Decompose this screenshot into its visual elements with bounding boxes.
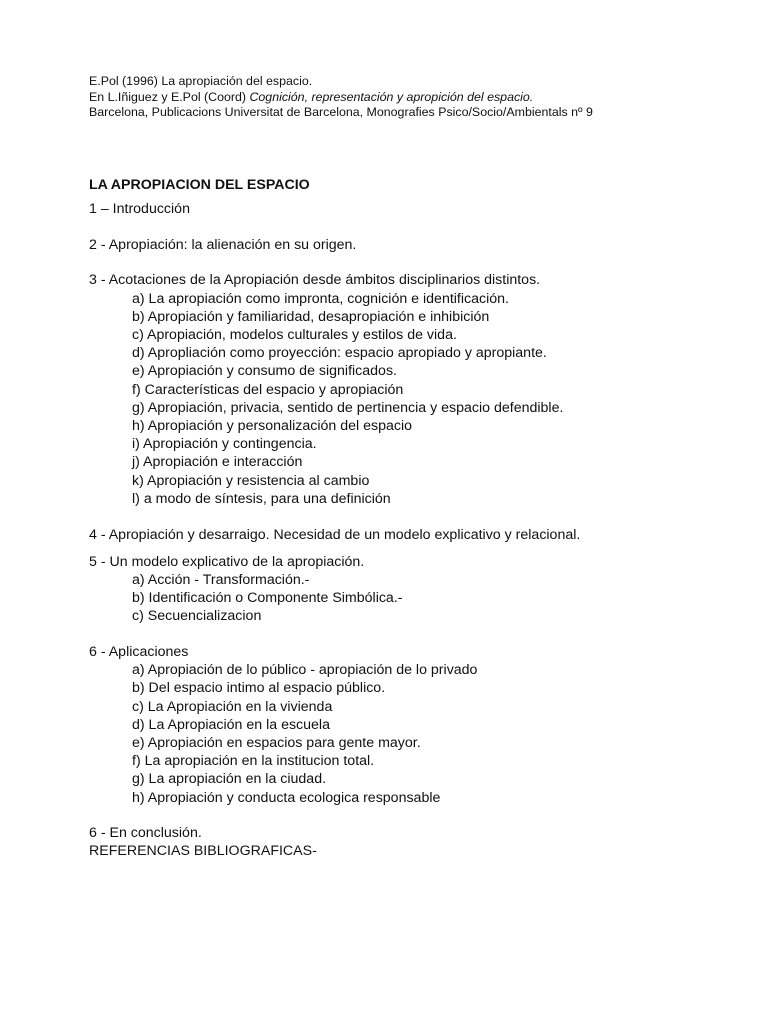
citation-book-title: Cognición, representación y apropición del espacio. — [249, 89, 534, 104]
toc-item: e) Apropiación en espacios para gente mayor. — [132, 734, 421, 751]
citation-block — [89, 74, 593, 121]
citation-line-2-prefix: En L.Iñiguez y E.Pol (Coord) — [89, 89, 250, 104]
citation-line-2 — [89, 90, 593, 106]
toc-item: g) Apropiación, privacia, sentido de pertinencia y espacio defendible. — [132, 399, 564, 416]
toc-item: f) La apropiación en la institucion total. — [132, 753, 375, 770]
citation-line-1: E.Pol (1996) La apropiación del espacio. — [89, 74, 313, 88]
toc-section-5: 5 - Un modelo explicativo de la apropiación. — [89, 553, 365, 570]
toc-item: j) Apropiación e interacción — [132, 454, 303, 471]
toc-section-6: 6 - Aplicaciones — [89, 643, 189, 660]
document-title: LA APROPIACION DEL ESPACIO — [89, 177, 310, 193]
toc-item: g) La apropiación en la ciudad. — [132, 771, 327, 788]
toc-item: i) Apropiación y contingencia. — [132, 436, 317, 453]
toc-section-3: 3 - Acotaciones de la Apropiación desde ámbitos disciplinarios distintos. — [89, 272, 541, 289]
toc-item: a) La apropiación como impronta, cognición e identificación. — [132, 290, 509, 307]
toc-item: h) Apropiación y personalización del espacio — [132, 418, 412, 435]
toc-item: b) Apropiación y familiaridad, desapropiación e inhibición — [132, 308, 490, 325]
toc-item: h) Apropiación y conducta ecologica responsable — [132, 789, 441, 806]
toc-item: a) Acción - Transformación.- — [132, 571, 310, 588]
toc-item: d) La Apropiación en la escuela — [132, 716, 330, 733]
toc-item: l) a modo de síntesis, para una definición — [132, 490, 391, 507]
toc-item: k) Apropiación y resistencia al cambio — [132, 472, 370, 489]
toc-item: d) Apropliación como proyección: espacio apropiado y apropiante. — [132, 345, 547, 362]
table-of-contents — [89, 200, 580, 861]
toc-item: f) Características del espacio y apropiación — [132, 381, 404, 398]
toc-section-4: 4 - Apropiación y desarraigo. Necesidad de un modelo explicativo y relacional. — [89, 527, 581, 544]
toc-section-1: 1 – Introducción — [89, 201, 190, 217]
toc-item: c) Apropiación, modelos culturales y estilos de vida. — [132, 327, 457, 344]
toc-section-2: 2 - Apropiación: la alienación en su origen. — [89, 236, 357, 253]
citation-line-3: Barcelona, Publicacions Universitat de Barcelona, Monografies Psico/Socio/Ambientals nº 9 — [89, 105, 593, 119]
toc-item: b) Identificación o Componente Simbólica.- — [132, 590, 403, 607]
toc-item: a) Apropiación de lo público - apropiación de lo privado — [132, 662, 478, 679]
toc-section-references: REFERENCIAS BIBLIOGRAFICAS- — [89, 843, 317, 860]
toc-item: b) Del espacio intimo al espacio público. — [132, 680, 386, 697]
toc-item: e) Apropiación y consumo de significados. — [132, 363, 397, 380]
toc-section-conclusion: 6 - En conclusión. — [89, 825, 202, 842]
toc-item: c) La Apropiación en la vivienda — [132, 698, 333, 715]
toc-item: c) Secuencializacion — [132, 608, 262, 625]
